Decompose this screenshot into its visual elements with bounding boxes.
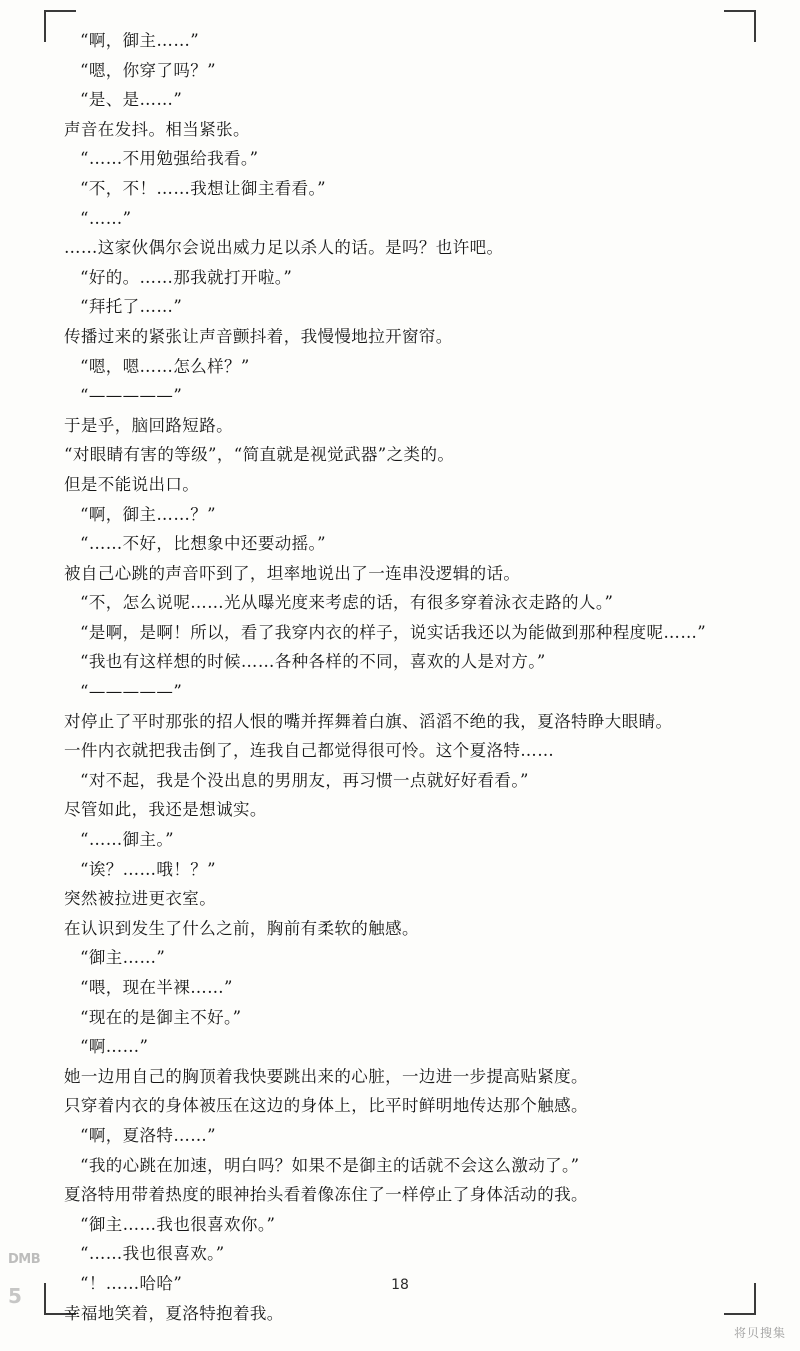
text-line: 在认识到发生了什么之前，胸前有柔软的触感。 <box>64 918 419 938</box>
text-line: 于是乎，脑回路短路。 <box>64 415 233 435</box>
text-line: “啊，御主……？” <box>80 504 216 524</box>
text-line: 声音在发抖。相当紧张。 <box>64 119 250 139</box>
text-line: 幸福地笑着，夏洛特抱着我。 <box>64 1303 284 1323</box>
page-text-body <box>64 26 736 1328</box>
text-line: 对停止了平时那张的招人恨的嘴并挥舞着白旗、滔滔不绝的我，夏洛特睁大眼睛。 <box>64 711 673 731</box>
text-line: “啊，夏洛特……” <box>80 1125 216 1145</box>
text-line: “啊……” <box>80 1037 149 1057</box>
watermark-logo-bottom: 5 <box>8 1284 22 1308</box>
text-line: “……不好，比想象中还要动摇。” <box>80 534 327 554</box>
text-line: “……我也很喜欢。” <box>80 1244 225 1264</box>
text-line: “御主……” <box>80 948 166 968</box>
text-line: “—————” <box>80 386 183 406</box>
watermark-logo-top: DMB <box>8 1252 41 1267</box>
text-line: 但是不能说出口。 <box>64 474 200 494</box>
text-line: 被自己心跳的声音吓到了，坦率地说出了一连串没逻辑的话。 <box>64 563 521 583</box>
text-line: “啊，御主……” <box>80 31 200 50</box>
text-line: “对眼睛有害的等级”，“简直就是视觉武器”之类的。 <box>64 445 455 465</box>
text-line: “喂，现在半裸……” <box>80 978 233 997</box>
text-line: “御主……我也很喜欢你。” <box>80 1214 276 1234</box>
text-line: “是、是……” <box>80 90 183 110</box>
text-line: “现在的是御主不好。” <box>80 1007 242 1027</box>
text-line: “我的心跳在加速，明白吗？如果不是御主的话就不会这么激动了。” <box>80 1155 580 1175</box>
page-number: 18 <box>391 1277 409 1293</box>
text-line: 夏洛特用带着热度的眼神抬头看着像冻住了一样停止了身体活动的我。 <box>64 1185 588 1205</box>
text-line: “……不用勉强给我看。” <box>80 149 259 169</box>
text-line: 一件内衣就把我击倒了，连我自己都觉得很可怜。这个夏洛特…… <box>64 741 555 761</box>
text-line: “拜托了……” <box>80 297 183 317</box>
text-line: ……这家伙偶尔会说出威力足以杀人的话。是吗？也许吧。 <box>64 238 504 258</box>
watermark-logo <box>8 1253 52 1323</box>
text-line: “诶？……哦！？” <box>80 859 216 879</box>
text-line: 只穿着内衣的身体被压在这边的身体上，比平时鲜明地传达那个触感。 <box>64 1096 588 1116</box>
text-line: “是啊，是啊！所以，看了我穿内衣的样子，说实话我还以为能做到那种程度呢……” <box>80 622 707 642</box>
text-line: “对不起，我是个没出息的男朋友，再习惯一点就好好看看。” <box>80 770 529 790</box>
text-line: “我也有这样想的时候……各种各样的不同，喜欢的人是对方。” <box>80 652 546 672</box>
text-line: “好的。……那我就打开啦。” <box>80 267 293 287</box>
text-line: “—————” <box>80 682 183 702</box>
text-line: “嗯，嗯……怎么样？” <box>80 356 250 376</box>
text-line: 尽管如此，我还是想诚实。 <box>64 800 267 820</box>
text-line: “嗯，你穿了吗？” <box>80 60 216 80</box>
text-line: 突然被拉进更衣室。 <box>64 889 217 909</box>
text-line: 传播过来的紧张让声音颤抖着，我慢慢地拉开窗帘。 <box>64 326 453 346</box>
text-line: “不，不！……我想让御主看看。” <box>80 178 327 198</box>
text-line: “不，怎么说呢……光从曝光度来考虑的话，有很多穿着泳衣走路的人。” <box>80 593 614 613</box>
watermark-credit: 将贝搜集 <box>733 1326 786 1340</box>
text-line: 她一边用自己的胸顶着我快要跳出来的心脏，一边进一步提高贴紧度。 <box>64 1066 588 1086</box>
text-line: “……御主。” <box>80 830 174 850</box>
text-line: “……” <box>80 208 132 228</box>
text-line: “！……哈哈” <box>80 1273 183 1293</box>
